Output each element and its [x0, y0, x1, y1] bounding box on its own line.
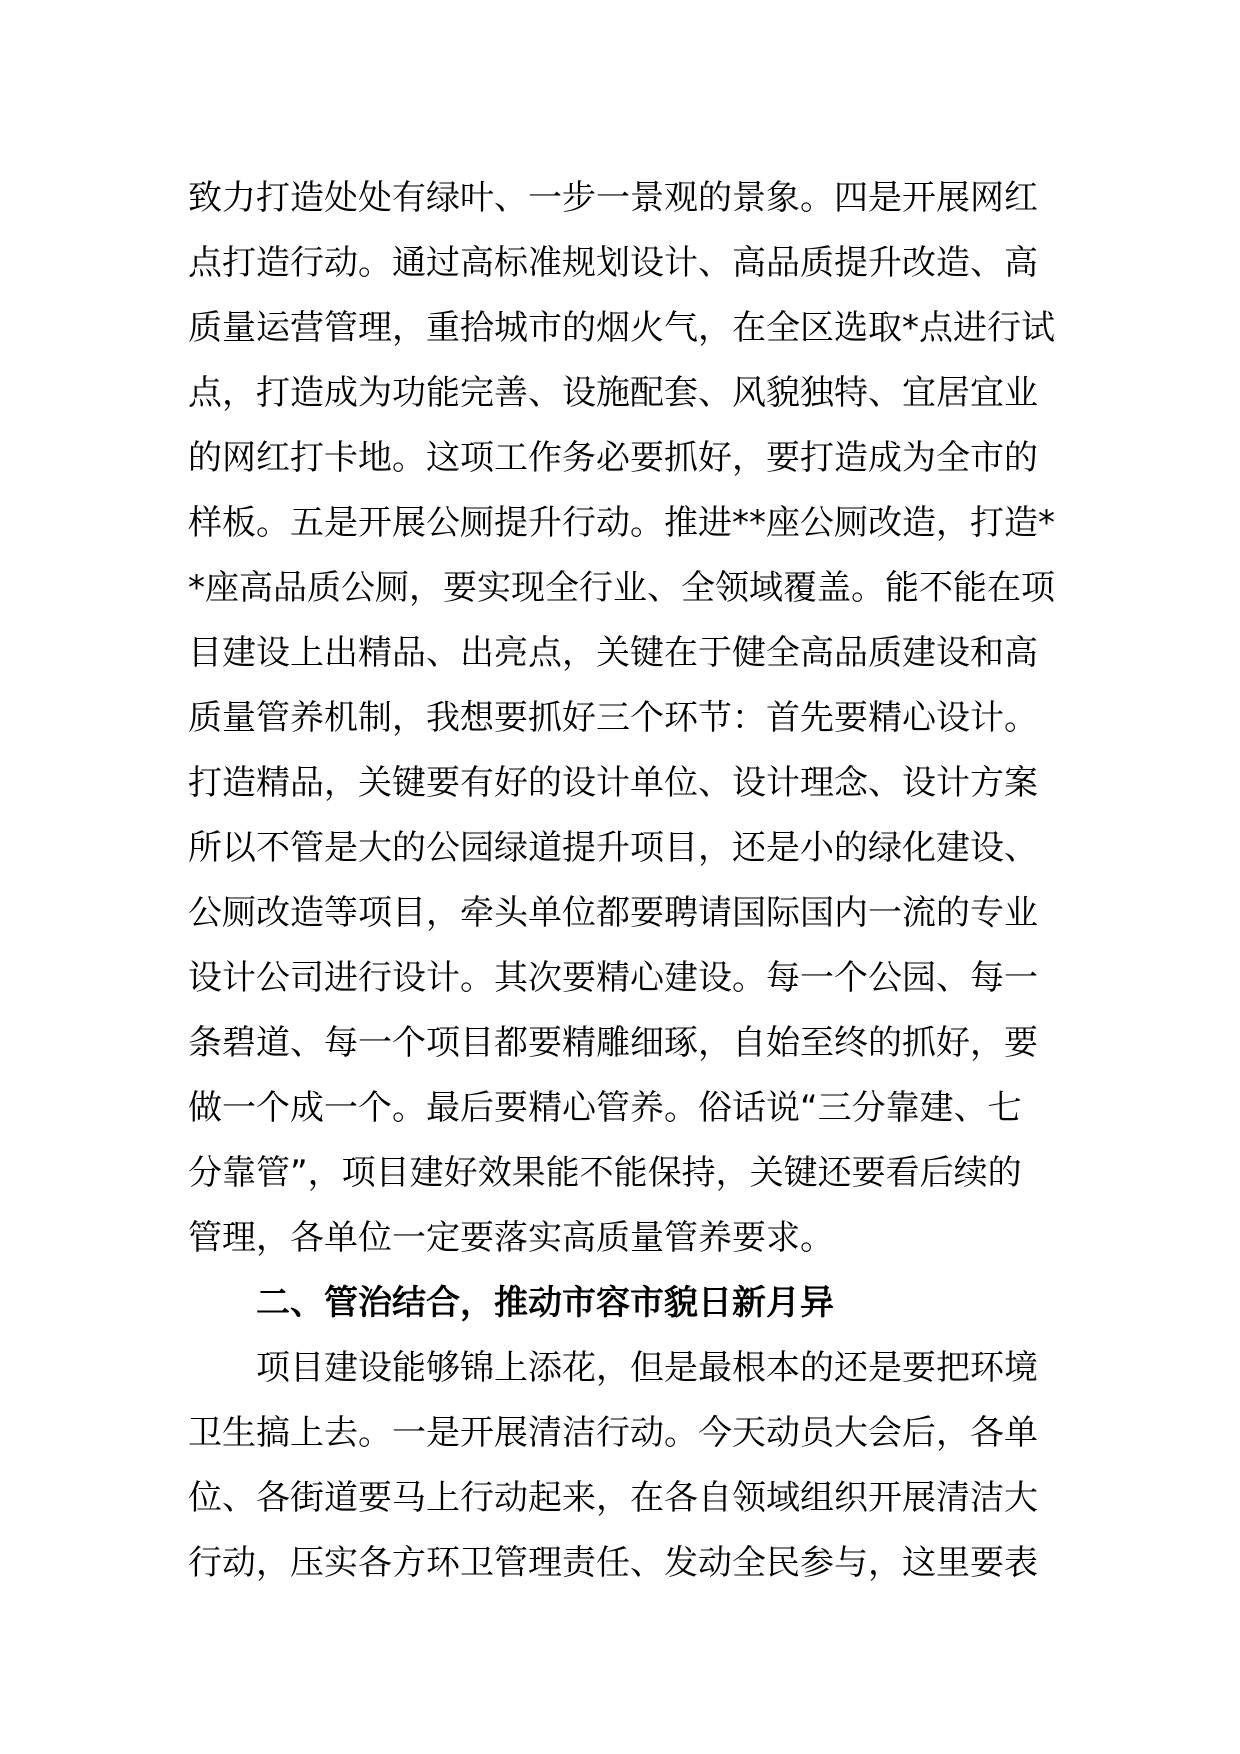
text-line: 样板。五是开展公厕提升行动。推进**座公厕改造，打造* — [188, 503, 1055, 543]
text-line: 卫生搞上去。一是开展清洁行动。今天动员大会后，各单 — [188, 1413, 1038, 1453]
text-line: 的网红打卡地。这项工作务必要抓好，要打造成为全市的 — [188, 438, 1038, 478]
text-line: 质量管养机制，我想要抓好三个环节：首先要精心设计。 — [188, 698, 1038, 738]
text-line: 目建设上出精品、出亮点，关键在于健全高品质建设和高 — [188, 633, 1038, 673]
text-line: 打造精品，关键要有好的设计单位、设计理念、设计方案 — [188, 763, 1038, 803]
text-line: 点，打造成为功能完善、设施配套、风貌独特、宜居宜业 — [188, 373, 1038, 413]
text-line: 设计公司进行设计。其次要精心建设。每一个公园、每一 — [188, 958, 1038, 998]
text-line: *座高品质公厕，要实现全行业、全领域覆盖。能不能在项 — [188, 568, 1055, 608]
text-line: 条碧道、每一个项目都要精雕细琢，自始至终的抓好，要 — [188, 1023, 1038, 1063]
document-body — [188, 166, 1054, 1596]
text-line: 质量运营管理，重拾城市的烟火气，在全区选取*点进行试 — [188, 308, 1055, 348]
section-heading: 二、管治结合，推动市容市貌日新月异 — [256, 1283, 834, 1323]
text-line: 管理，各单位一定要落实高质量管养要求。 — [188, 1218, 834, 1258]
text-line: 项目建设能够锦上添花，但是最根本的还是要把环境 — [256, 1348, 1038, 1388]
text-line: 做一个成一个。最后要精心管养。俗话说“三分靠建、七 — [188, 1088, 1022, 1128]
text-line: 致力打造处处有绿叶、一步一景观的景象。四是开展网红 — [188, 178, 1038, 218]
text-line: 行动，压实各方环卫管理责任、发动全民参与，这里要表 — [188, 1543, 1038, 1583]
text-line: 分靠管”，项目建好效果能不能保持，关键还要看后续的 — [188, 1153, 1022, 1193]
text-line: 点打造行动。通过高标准规划设计、高品质提升改造、高 — [188, 243, 1038, 283]
text-line: 所以不管是大的公园绿道提升项目，还是小的绿化建设、 — [188, 828, 1038, 868]
text-line: 公厕改造等项目，牵头单位都要聘请国际国内一流的专业 — [188, 893, 1038, 933]
text-line: 位、各街道要马上行动起来，在各自领域组织开展清洁大 — [188, 1478, 1038, 1518]
